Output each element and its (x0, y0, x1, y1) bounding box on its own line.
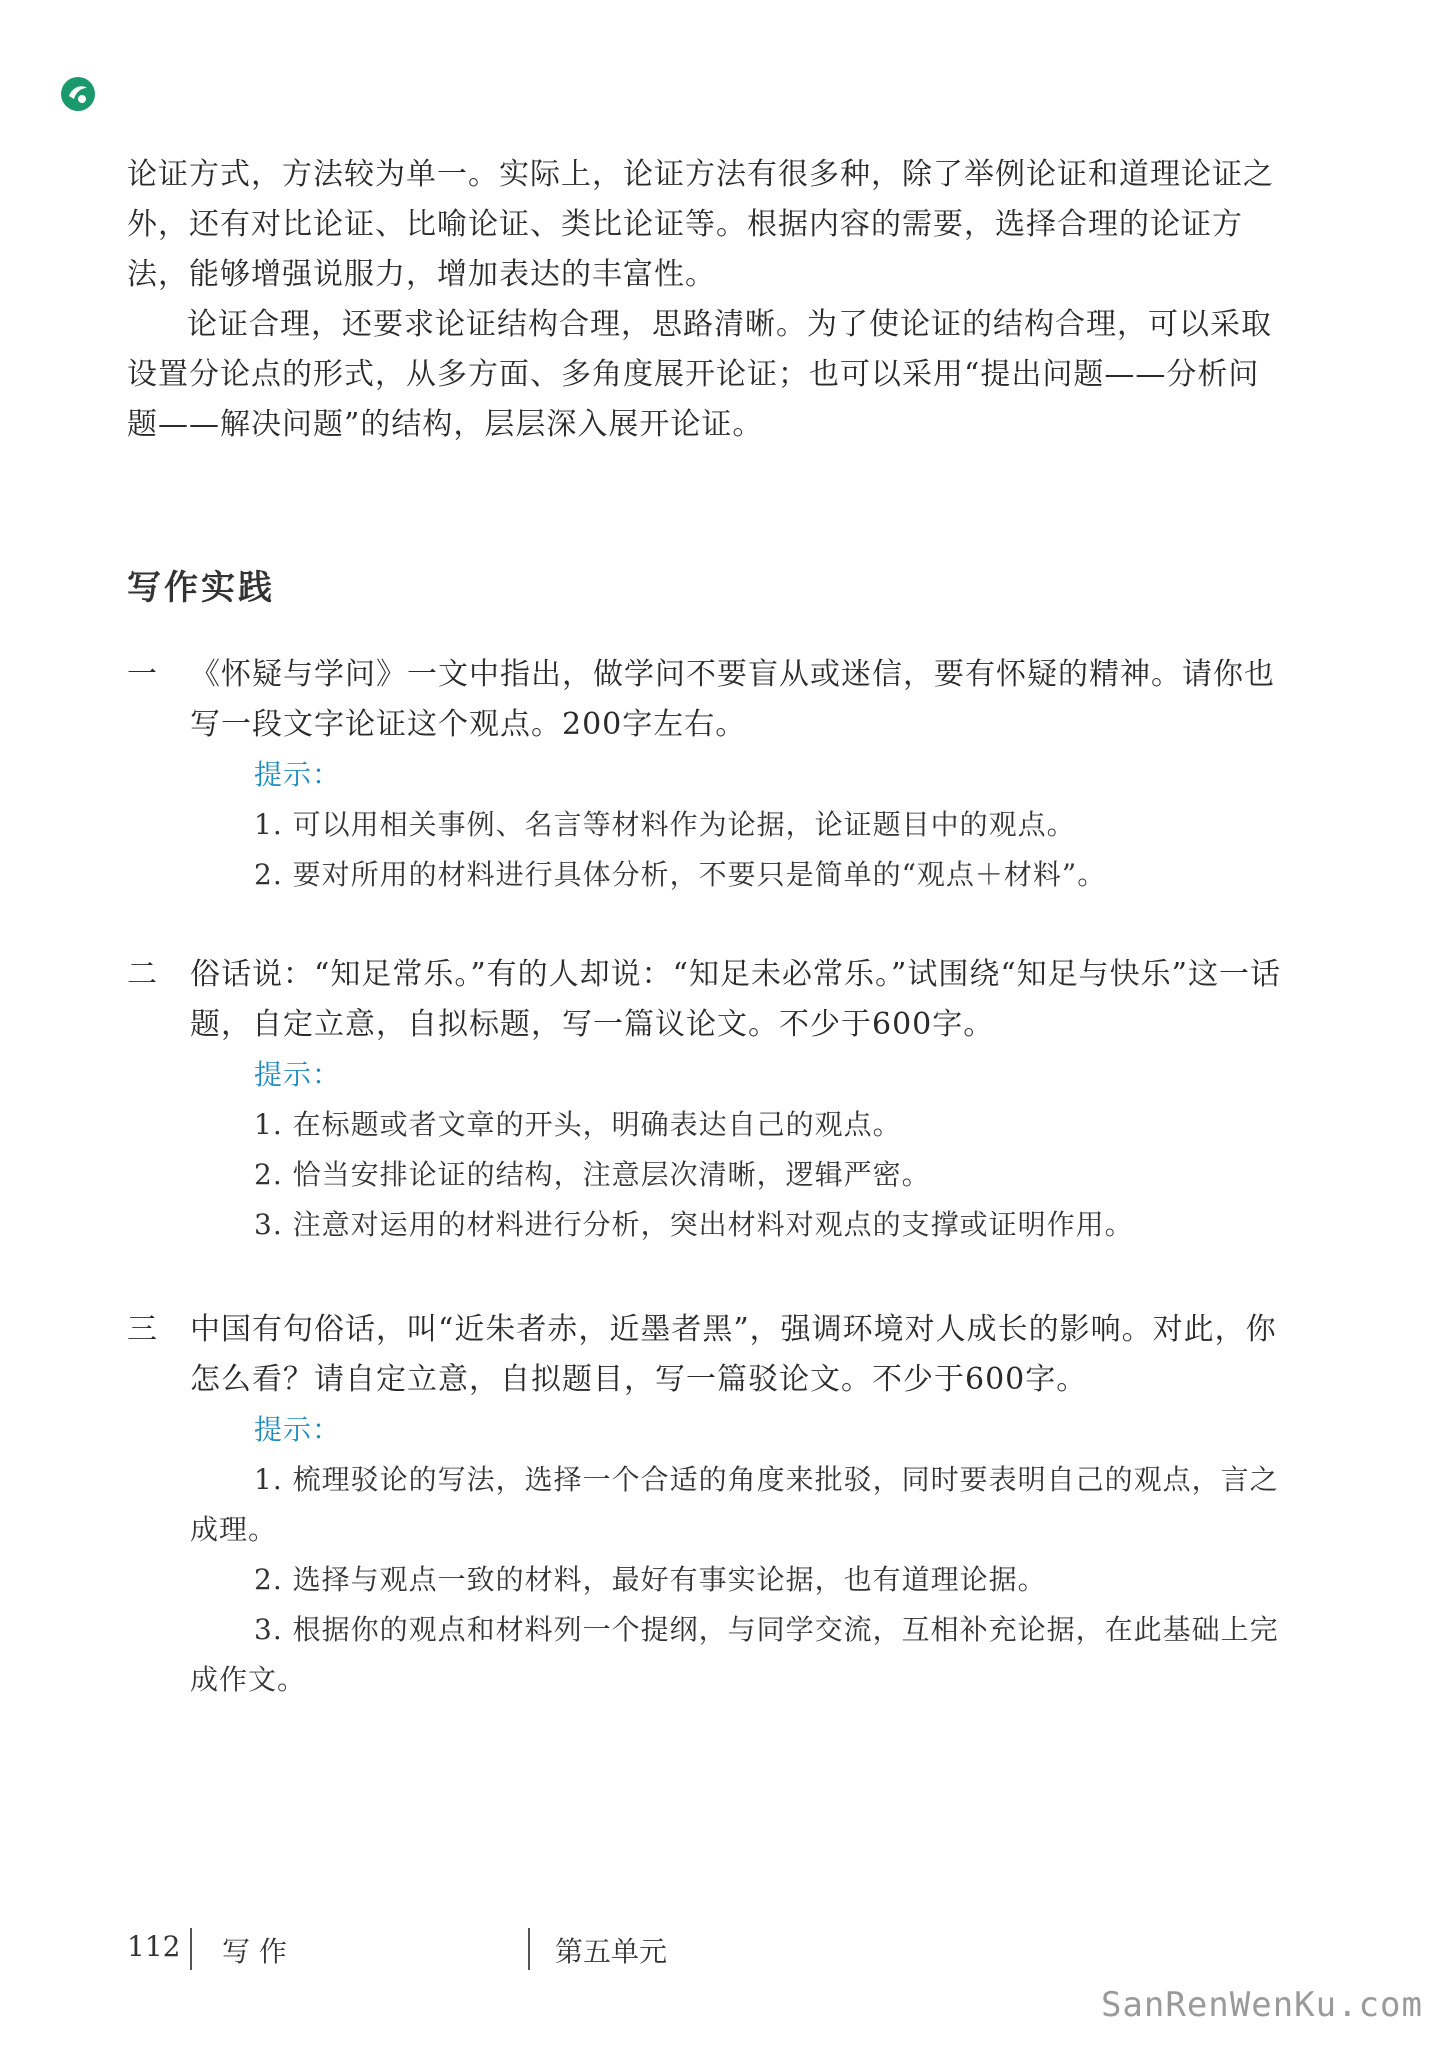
hint-label: 提示： (254, 758, 342, 791)
footer-unit: 第五单元 (555, 1935, 668, 1968)
task-text: 俗话说：“知足常乐。”有的人却说：“知足未必常乐。”试围绕“知足与快乐”这一话题，自定立意，自拟标题，写一篇议论文。不少于600字。 (190, 957, 1282, 1042)
hint-item: 1. 在标题或者文章的开头，明确表达自己的观点。 (254, 1108, 902, 1141)
task-text: 中国有句俗话，叫“近朱者赤，近墨者黑”，强调环境对人成长的影响。对此，你怎么看？请自定立意，自拟题目，写一篇驳论文。不少于600字。 (190, 1312, 1277, 1397)
watermark: SanRenWenKu.com (1100, 1985, 1423, 2025)
task-number: 三 (127, 1312, 158, 1347)
section-title: 写作实践 (127, 568, 275, 608)
hint-item: 3. 注意对运用的材料进行分析，突出材料对观点的支撑或证明作用。 (254, 1208, 1134, 1241)
task-text: 《怀疑与学问》一文中指出，做学问不要盲从或迷信，要有怀疑的精神。请你也写一段文字论证这个观点。200字左右。 (190, 657, 1275, 742)
hint-item: 2. 选择与观点一致的材料，最好有事实论据，也有道理论据。 (254, 1563, 1047, 1596)
task-3 (127, 1305, 1287, 1705)
hint-item: 3. 根据你的观点和材料列一个提纲，与同学交流，互相补充论据，在此基础上完成作文。 (190, 1613, 1279, 1696)
footer-divider (190, 1928, 192, 1970)
footer-divider (528, 1928, 530, 1970)
task-2 (127, 950, 1287, 1250)
hint-item: 2. 恰当安排论证的结构，注意层次清晰，逻辑严密。 (254, 1158, 931, 1191)
hint-item: 1. 梳理驳论的写法，选择一个合适的角度来批驳，同时要表明自己的观点，言之成理。 (190, 1463, 1279, 1546)
task-number: 二 (127, 957, 158, 992)
publisher-logo-icon (60, 76, 96, 112)
hint-item: 1. 可以用相关事例、名言等材料作为论据，论证题目中的观点。 (254, 808, 1076, 841)
task-1 (127, 650, 1287, 900)
task-number: 一 (127, 657, 158, 692)
hint-label: 提示： (254, 1058, 342, 1091)
hint-label: 提示： (254, 1413, 342, 1446)
footer-section: 写 作 (222, 1935, 287, 1968)
page-number: 112 (127, 1930, 181, 1963)
intro-paragraph-2: 论证合理，还要求论证结构合理，思路清晰。为了使论证的结构合理，可以采取设置分论点的形式，从多方面、多角度展开论证；也可以采用“提出问题——分析问题——解决问题”的结构，层层深入展开论证。 (127, 307, 1272, 442)
intro-paragraph-1: 论证方式，方法较为单一。实际上，论证方法有很多种，除了举例论证和道理论证之外，还有对比论证、比喻论证、类比论证等。根据内容的需要，选择合理的论证方法，能够增强说服力，增加表达的丰富性。 (127, 157, 1274, 292)
hint-item: 2. 要对所用的材料进行具体分析，不要只是简单的“观点＋材料”。 (254, 858, 1107, 891)
